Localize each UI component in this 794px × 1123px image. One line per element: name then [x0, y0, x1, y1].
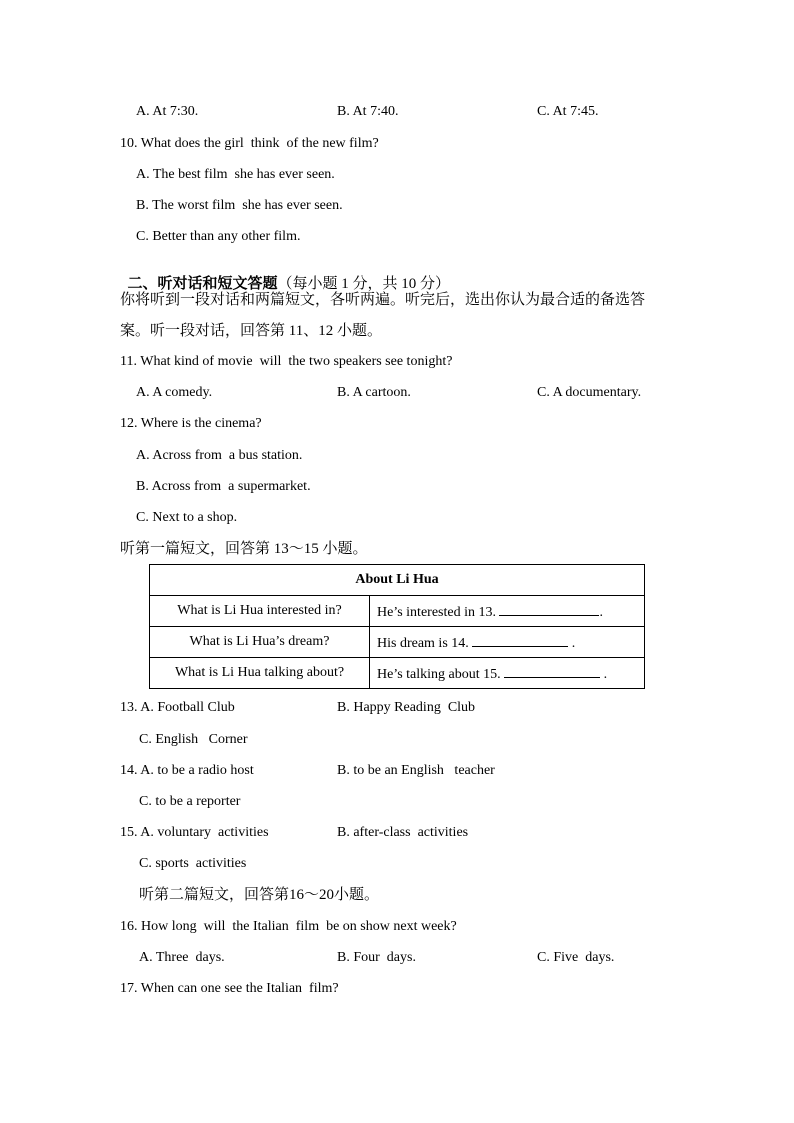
q15-option-c: C. sports activities	[139, 856, 247, 871]
answer-prefix: He’s talking about 15.	[377, 666, 501, 682]
table-question-cell: What is Li Hua talking about?	[150, 658, 370, 689]
q17-question: 17. When can one see the Italian film?	[120, 981, 339, 996]
section2-heading: 二、听对话和短文答题	[127, 276, 278, 292]
q11-option-a: A. A comedy.	[136, 385, 213, 400]
table-answer-cell	[370, 658, 645, 689]
q12-option-a: A. Across from a bus station.	[136, 448, 303, 463]
q13-option-b: B. Happy Reading Club	[337, 700, 476, 715]
table-title: About Li Hua	[150, 565, 645, 596]
q13-option-a: 13. A. Football Club	[120, 700, 235, 715]
q9-option-b: B. At 7:40.	[337, 104, 399, 119]
answer-blank-15	[504, 664, 600, 678]
table-question-cell: What is Li Hua interested in?	[150, 596, 370, 627]
q13-option-c: C. English Corner	[139, 732, 248, 747]
answer-end: .	[571, 635, 576, 651]
q15-option-a: 15. A. voluntary activities	[120, 825, 269, 840]
q14-option-c: C. to be a reporter	[139, 794, 241, 809]
section2-heading-note: （每小题 1 分，共 10 分）	[277, 276, 451, 292]
q11-question: 11. What kind of movie will the two speakers see tonight?	[120, 354, 453, 369]
q12-option-b: B. Across from a supermarket.	[136, 479, 311, 494]
q12-question: 12. Where is the cinema?	[120, 416, 262, 431]
answer-blank-13	[499, 602, 599, 616]
q10-option-b: B. The worst film she has ever seen.	[136, 198, 343, 213]
table-header-row	[150, 565, 645, 596]
answer-blank-14	[472, 633, 568, 647]
q10-option-c: C. Better than any other film.	[136, 229, 301, 244]
table-answer-cell	[370, 596, 645, 627]
q10-question: 10. What does the girl think of the new film?	[120, 136, 379, 151]
q12-option-c: C. Next to a shop.	[136, 510, 238, 525]
q11-option-b: B. A cartoon.	[337, 385, 411, 400]
answer-end: .	[603, 666, 608, 682]
answer-prefix: His dream is 14.	[377, 635, 469, 651]
table-row	[150, 658, 645, 689]
q16-question: 16. How long will the Italian film be on show next week?	[120, 919, 457, 934]
answer-prefix: He’s interested in 13.	[377, 604, 496, 620]
q16-option-b: B. Four days.	[337, 950, 416, 965]
table-row	[150, 627, 645, 658]
q10-option-a: A. The best film she has ever seen.	[136, 167, 335, 182]
section2-instruction-2: 案。听一段对话，回答第 11、12 小题。	[120, 323, 382, 339]
answer-end: .	[599, 604, 603, 620]
about-li-hua-table	[149, 564, 645, 689]
q11-option-c: C. A documentary.	[537, 385, 642, 400]
section2-heading-row	[120, 260, 450, 292]
passage2-intro: 听第二篇短文，回答第16～20小题。	[139, 887, 380, 903]
q16-option-c: C. Five days.	[537, 950, 615, 965]
q14-option-a: 14. A. to be a radio host	[120, 763, 254, 778]
table-row	[150, 596, 645, 627]
q15-option-b: B. after-class activities	[337, 825, 469, 840]
q14-option-b: B. to be an English teacher	[337, 763, 495, 778]
q9-option-c: C. At 7:45.	[537, 104, 599, 119]
q9-option-a: A. At 7:30.	[136, 104, 199, 119]
passage1-intro: 听第一篇短文，回答第 13～15 小题。	[120, 541, 368, 557]
table-answer-cell	[370, 627, 645, 658]
section2-instruction-1: 你将听到一段对话和两篇短文，各听两遍。听完后，选出你认为最合适的备选答	[120, 292, 646, 308]
q16-option-a: A. Three days.	[139, 950, 225, 965]
table-question-cell: What is Li Hua’s dream?	[150, 627, 370, 658]
